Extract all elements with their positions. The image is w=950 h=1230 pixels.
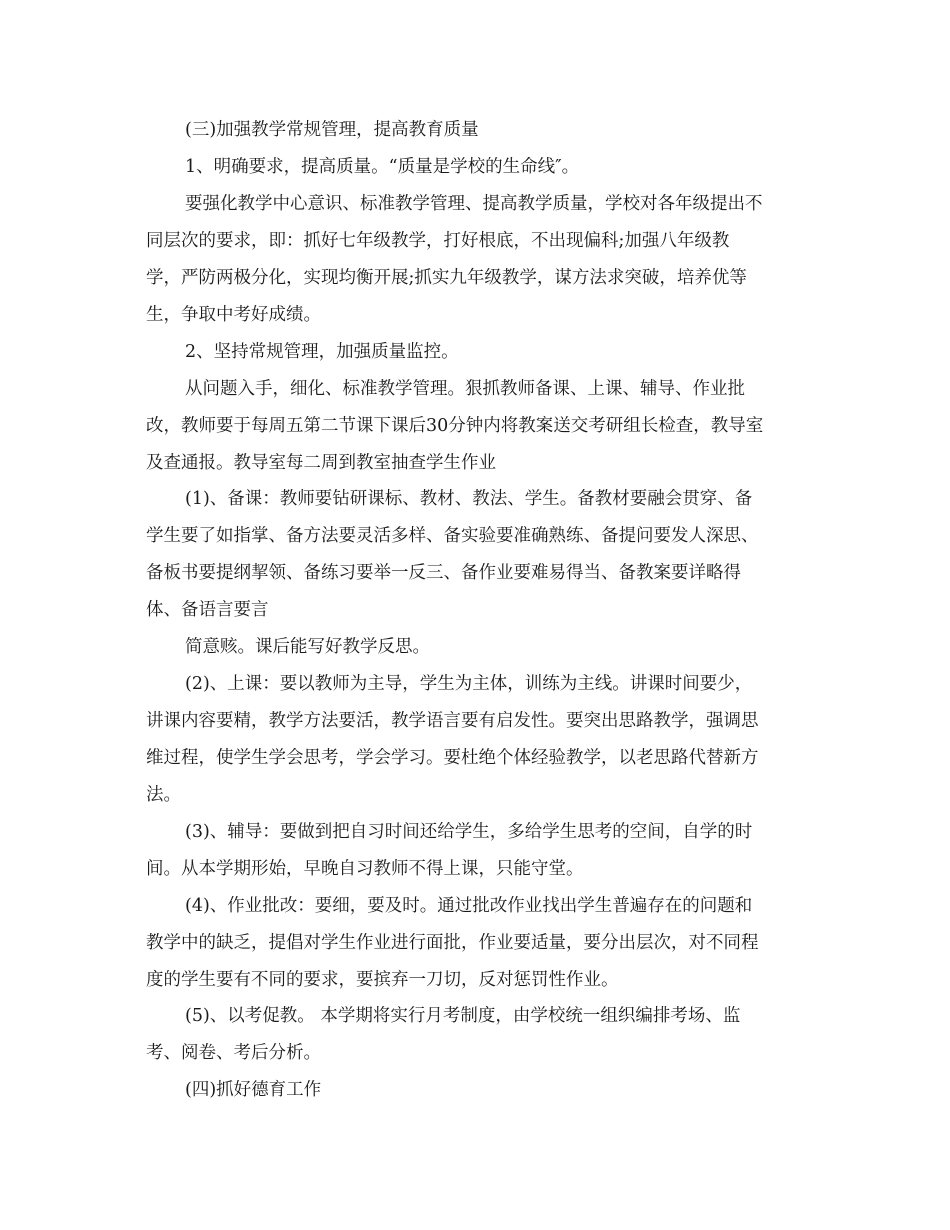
subitem-2-teaching: (2)、上课：要以教师为主导，学生为主体，训练为主线。讲课时间要少，: [185, 674, 753, 694]
paragraph-line: 间。从本学期形始，早晚自习教师不得上课，只能守堂。: [146, 859, 584, 879]
paragraph-line: 讲课内容要精，教学方法要活，教学语言要有启发性。要突出思路教学，强调思: [146, 711, 759, 731]
paragraph-line: 度的学生要有不同的要求，要摈弃一刀切，反对惩罚性作业。: [146, 970, 619, 990]
subitem-5-exams: (5)、以考促教。 本学期将实行月考制度，由学校统一组织编排考场、监: [185, 1006, 741, 1026]
subitem-3-tutoring: (3)、辅导：要做到把自习时间还给学生，多给学生思考的空间，自学的时: [185, 822, 753, 842]
paragraph-line: 备板书要提纲挈领、备练习要举一反三、备作业要难易得当、备教案要详略得: [146, 563, 741, 583]
heading-section-4: (四)抓好德育工作: [185, 1080, 322, 1100]
paragraph-line: 从问题入手，细化、标准教学管理。狠抓教师备课、上课、辅导、作业批: [185, 379, 745, 399]
item-2-heading: 2、坚持常规管理，加强质量监控。: [185, 342, 459, 362]
paragraph-line: 同层次的要求，即：抓好七年级教学，打好根底，不出现偏科;加强八年级教: [146, 231, 730, 251]
paragraph-line: 要强化教学中心意识、标准教学管理、提高教学质量，学校对各年级提出不: [185, 194, 763, 214]
item-1-heading: 1、明确要求，提高质量。“质量是学校的生命线″。: [185, 157, 580, 177]
paragraph-line: 改，教师要于每周五第二节课下课后30分钟内将教案送交考研组长检查，教导室: [146, 416, 764, 436]
heading-section-3: (三)加强教学常规管理，提高教育质量: [185, 120, 479, 140]
paragraph-line: 生，争取中考好成绩。: [146, 305, 321, 325]
paragraph-line: 维过程，使学生学会思考，学会学习。要杜绝个体经验教学，以老思路代替新方: [146, 748, 759, 768]
paragraph-line: 体、备语言要言: [146, 600, 269, 620]
subitem-1-lesson-prep: (1)、备课：教师要钻研课标、教材、教法、学生。备教材要融会贯穿、备: [185, 489, 753, 509]
paragraph-line: 及查通报。教导室每二周到教室抽查学生作业: [146, 453, 496, 473]
paragraph-line: 教学中的缺乏，提倡对学生作业进行面批，作业要适量，要分出层次，对不同程: [146, 933, 759, 953]
paragraph-line: 简意赅。课后能写好教学反思。: [185, 637, 430, 657]
paragraph-line: 考、阅卷、考后分析。: [146, 1043, 321, 1063]
paragraph-line: 法。: [146, 785, 181, 805]
paragraph-line: 学生要了如指掌、备方法要灵活多样、备实验要准确熟练、备提问要发人深思、: [146, 526, 759, 546]
paragraph-line: 学，严防两极分化，实现均衡开展;抓实九年级教学，谋方法求突破，培养优等: [146, 268, 747, 288]
subitem-4-homework: (4)、作业批改：要细，要及时。通过批改作业找出学生普遍存在的问题和: [185, 896, 753, 916]
